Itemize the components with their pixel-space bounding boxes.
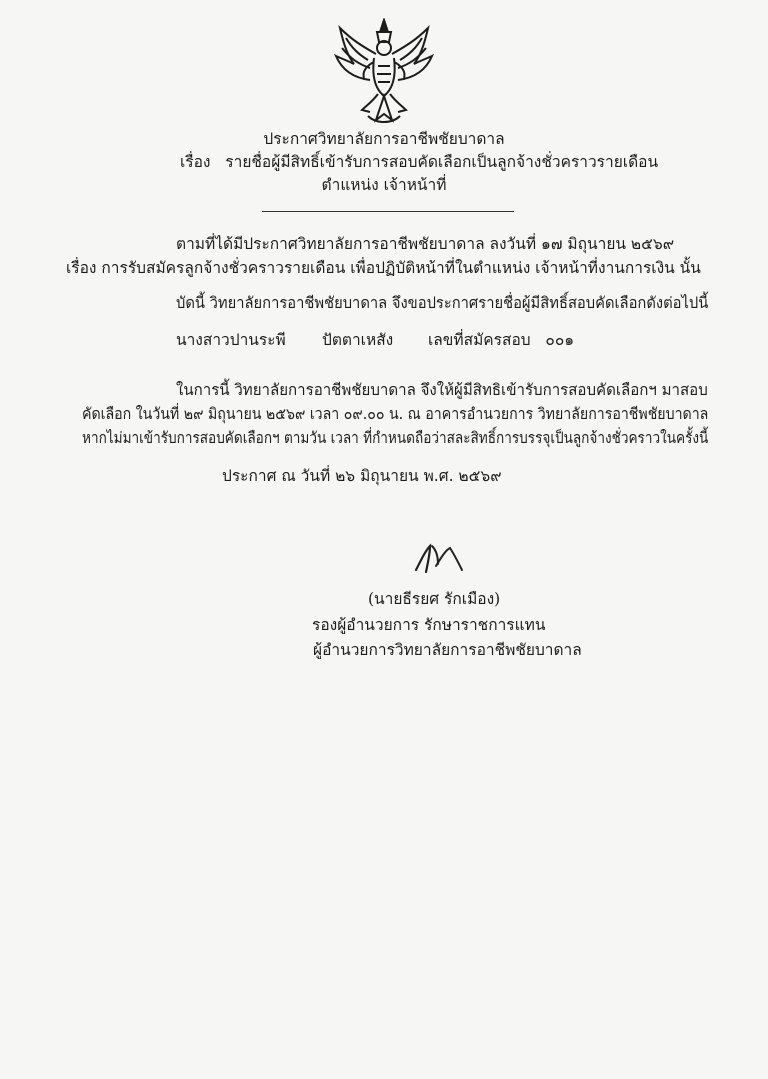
para3-line2: คัดเลือก ในวันที่ ๒๙ มิถุนายน ๒๕๖๙ เวลา ๐๙.๐๐ น. ณ อาคารอำนวยการ วิทยาลัยการอาชีพชัยบาดาล bbox=[82, 405, 709, 423]
candidate-name: นางสาวปานระพี bbox=[176, 331, 286, 349]
garuda-emblem-icon bbox=[332, 18, 436, 130]
para3-line3: หากไม่มาเข้ารับการสอบคัดเลือกฯ ตามวัน เวลา ที่กำหนดถือว่าสละสิทธิ์การบรรจุเป็นลูกจ้างชั่วคราวในครั้งนี้ bbox=[82, 429, 709, 447]
para1-line2: เรื่อง การรับสมัครลูกจ้างชั่วคราวรายเดือน เพื่อปฏิบัติหน้าที่ในตำแหน่ง เจ้าหน้าที่งานการเงิน นั้น bbox=[66, 259, 701, 277]
position-line: ตำแหน่ง เจ้าหน้าที่ bbox=[321, 176, 447, 194]
signer-name: (นายธีรยศ รักเมือง) bbox=[368, 590, 501, 608]
candidate-number-line bbox=[428, 330, 574, 350]
candidate-number: ๐๐๑ bbox=[545, 331, 575, 349]
para3-line1: ในการนี้ วิทยาลัยการอาชีพชัยบาดาล จึงให้ผู้มีสิทธิเข้ารับการสอบคัดเลือกฯ มาสอบ bbox=[176, 381, 708, 399]
candidate-surname: ปัตตาเหสัง bbox=[322, 331, 394, 349]
announce-date: ประกาศ ณ วันที่ ๒๖ มิถุนายน พ.ศ. ๒๕๖๙ bbox=[222, 467, 502, 485]
subject-text: รายชื่อผู้มีสิทธิ์เข้ารับการสอบคัดเลือกเป็นลูกจ้างชั่วคราวรายเดือน bbox=[225, 153, 659, 171]
handwritten-signature-icon bbox=[412, 540, 466, 580]
signer-title-2: ผู้อำนวยการวิทยาลัยการอาชีพชัยบาดาล bbox=[313, 641, 582, 659]
para2-line: บัดนี้ วิทยาลัยการอาชีพชัยบาดาล จึงขอประกาศรายชื่อผู้มีสิทธิ์สอบคัดเลือกดังต่อไปนี้ bbox=[176, 294, 709, 312]
candidate-number-label: เลขที่สมัครสอบ bbox=[428, 331, 531, 349]
title-divider bbox=[262, 211, 514, 212]
para1-line1: ตามที่ได้มีประกาศวิทยาลัยการอาชีพชัยบาดาล ลงวันที่ ๑๗ มิถุนายน ๒๕๖๙ bbox=[176, 235, 675, 253]
subject-label: เรื่อง bbox=[180, 153, 211, 171]
announcement-title: ประกาศวิทยาลัยการอาชีพชัยบาดาล bbox=[263, 130, 505, 148]
subject-line bbox=[180, 152, 658, 172]
signer-title-1: รองผู้อำนวยการ รักษาราชการแทน bbox=[312, 616, 546, 634]
